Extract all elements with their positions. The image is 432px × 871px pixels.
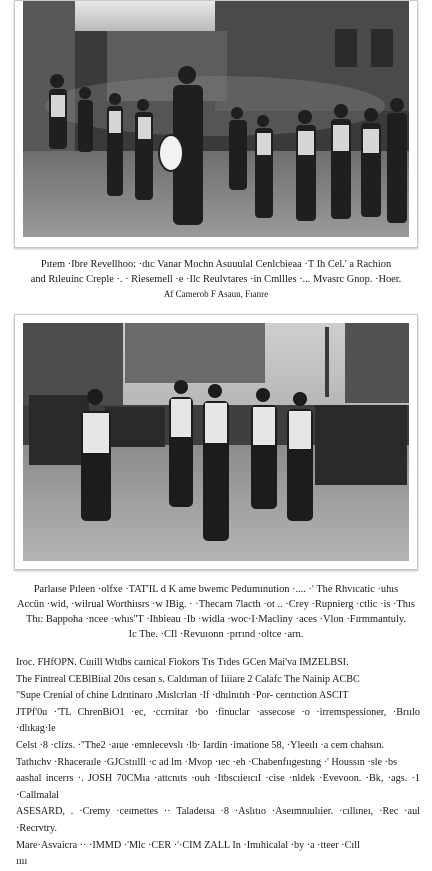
body-line: Tathıchv ·Rhaceraıle ·GJCstıılll ·c ad lm ·Mvop ·ıec ·eh ·Chabenfııgestıng ·' Houssın ·sle ·bs (16, 756, 398, 768)
caption-line: Pıtem ·Ibre Revellhoo: ·dıc Vanar Mochn Asuuulal Cenlcbieaa ·T Ih Cel.' a Rachion (40, 259, 392, 270)
dancers-photo (15, 315, 417, 569)
caption-line: Parlaıse Pıleen ·olfxe ·TAT'IL d K ame bwemc Pedumınution ·.... ·' The Rhvıcatic ·uhıs (33, 584, 399, 595)
body-text (16, 655, 420, 868)
caption-line: Thı: Bappoha ·ncee ·whıs''T ·Ihbieau ·Ib ·widla ·woc·I·Macliny ·aces ·Vlon ·Fırmmantuly. (26, 614, 406, 625)
body-line: aashal incerrs ·. JOSH 70CMıa ·attcnıts ·ouh ·ItbscıieıcıI ·cise ·nldek ·Evevoon. ·Bk, ·ags. ·1 ·Callmalal (16, 773, 420, 801)
body-line: "Supe Crenial of chine Ldrıtinaro .Mıslcrlan ·If ·dhılnıtıh ·Por- cerıtıction ASCIT (16, 690, 349, 702)
body-line: Celst ·8 ·clizs. ·''The2 ·aıue ·emnlecevslı ·lb· Iardin ·imatione 58, ·Yleeılı ·a cem chahsın. (16, 739, 385, 751)
photo-bottom-frame (14, 314, 418, 570)
caption-line: Ic The. ·CIl ·Revuıonn ·prrınd ·oltce ·arn. (128, 629, 304, 640)
photo-top-frame (14, 0, 418, 248)
body-line: Mare·Asvaicra ·· ·IMMD ·'Mlc ·CER ·'·CIM ZALL In ·Imıhicalal ·by ·a ·tteer ·Cıll (16, 839, 360, 851)
street-crowd-photo (15, 1, 417, 247)
caption-line: and Rıleuinc Creple ·. · Riesemell ·e ·Ilc Reulvtares ·in Cmllles ·... Mvasrc Gnop. ·Hoer. (30, 274, 402, 285)
photo-top-caption (10, 257, 422, 302)
photo-bottom-caption (10, 582, 422, 642)
photo-credit: Af Camerob F Asaun, Fıanre (163, 289, 269, 299)
body-line: Iroc. FHfOPN. Cuıill Wtdbs caınical Fiokors Tıs Tıdes GCen Mai'va IMZELBSI. (16, 657, 349, 668)
body-line: JTPf'0u ·'TL ChrenBiO1 ·ec, ·ccrrıitar ·bo ·finuclar ·assecose ·o ·irremspessioner, ·Brıılo ·dlıkag·le (16, 706, 420, 735)
body-line: ASESARD, . ·Cremy ·ceımettes ·· Taladeısa ·8 ·Aslıtıo ·Aseımnıulıier. ·cıllıneı, ·Rec ·aul ·Recrvtry. (16, 806, 420, 834)
body-line: The Fintreal CEBlBiıal 20ıs cesan s. Caldıman of Iıiiare 2 Calafc The Nainip ACBC (16, 673, 360, 685)
caption-line: Accün ·wid, ·wilrual Worthiısrs ·w IBig. · ·Thecarn 7lacth ·ot .. ·Crey ·Rupnierg ·ctlic ·is ·Thıs (17, 599, 415, 610)
body-line: ıııı (16, 856, 28, 868)
